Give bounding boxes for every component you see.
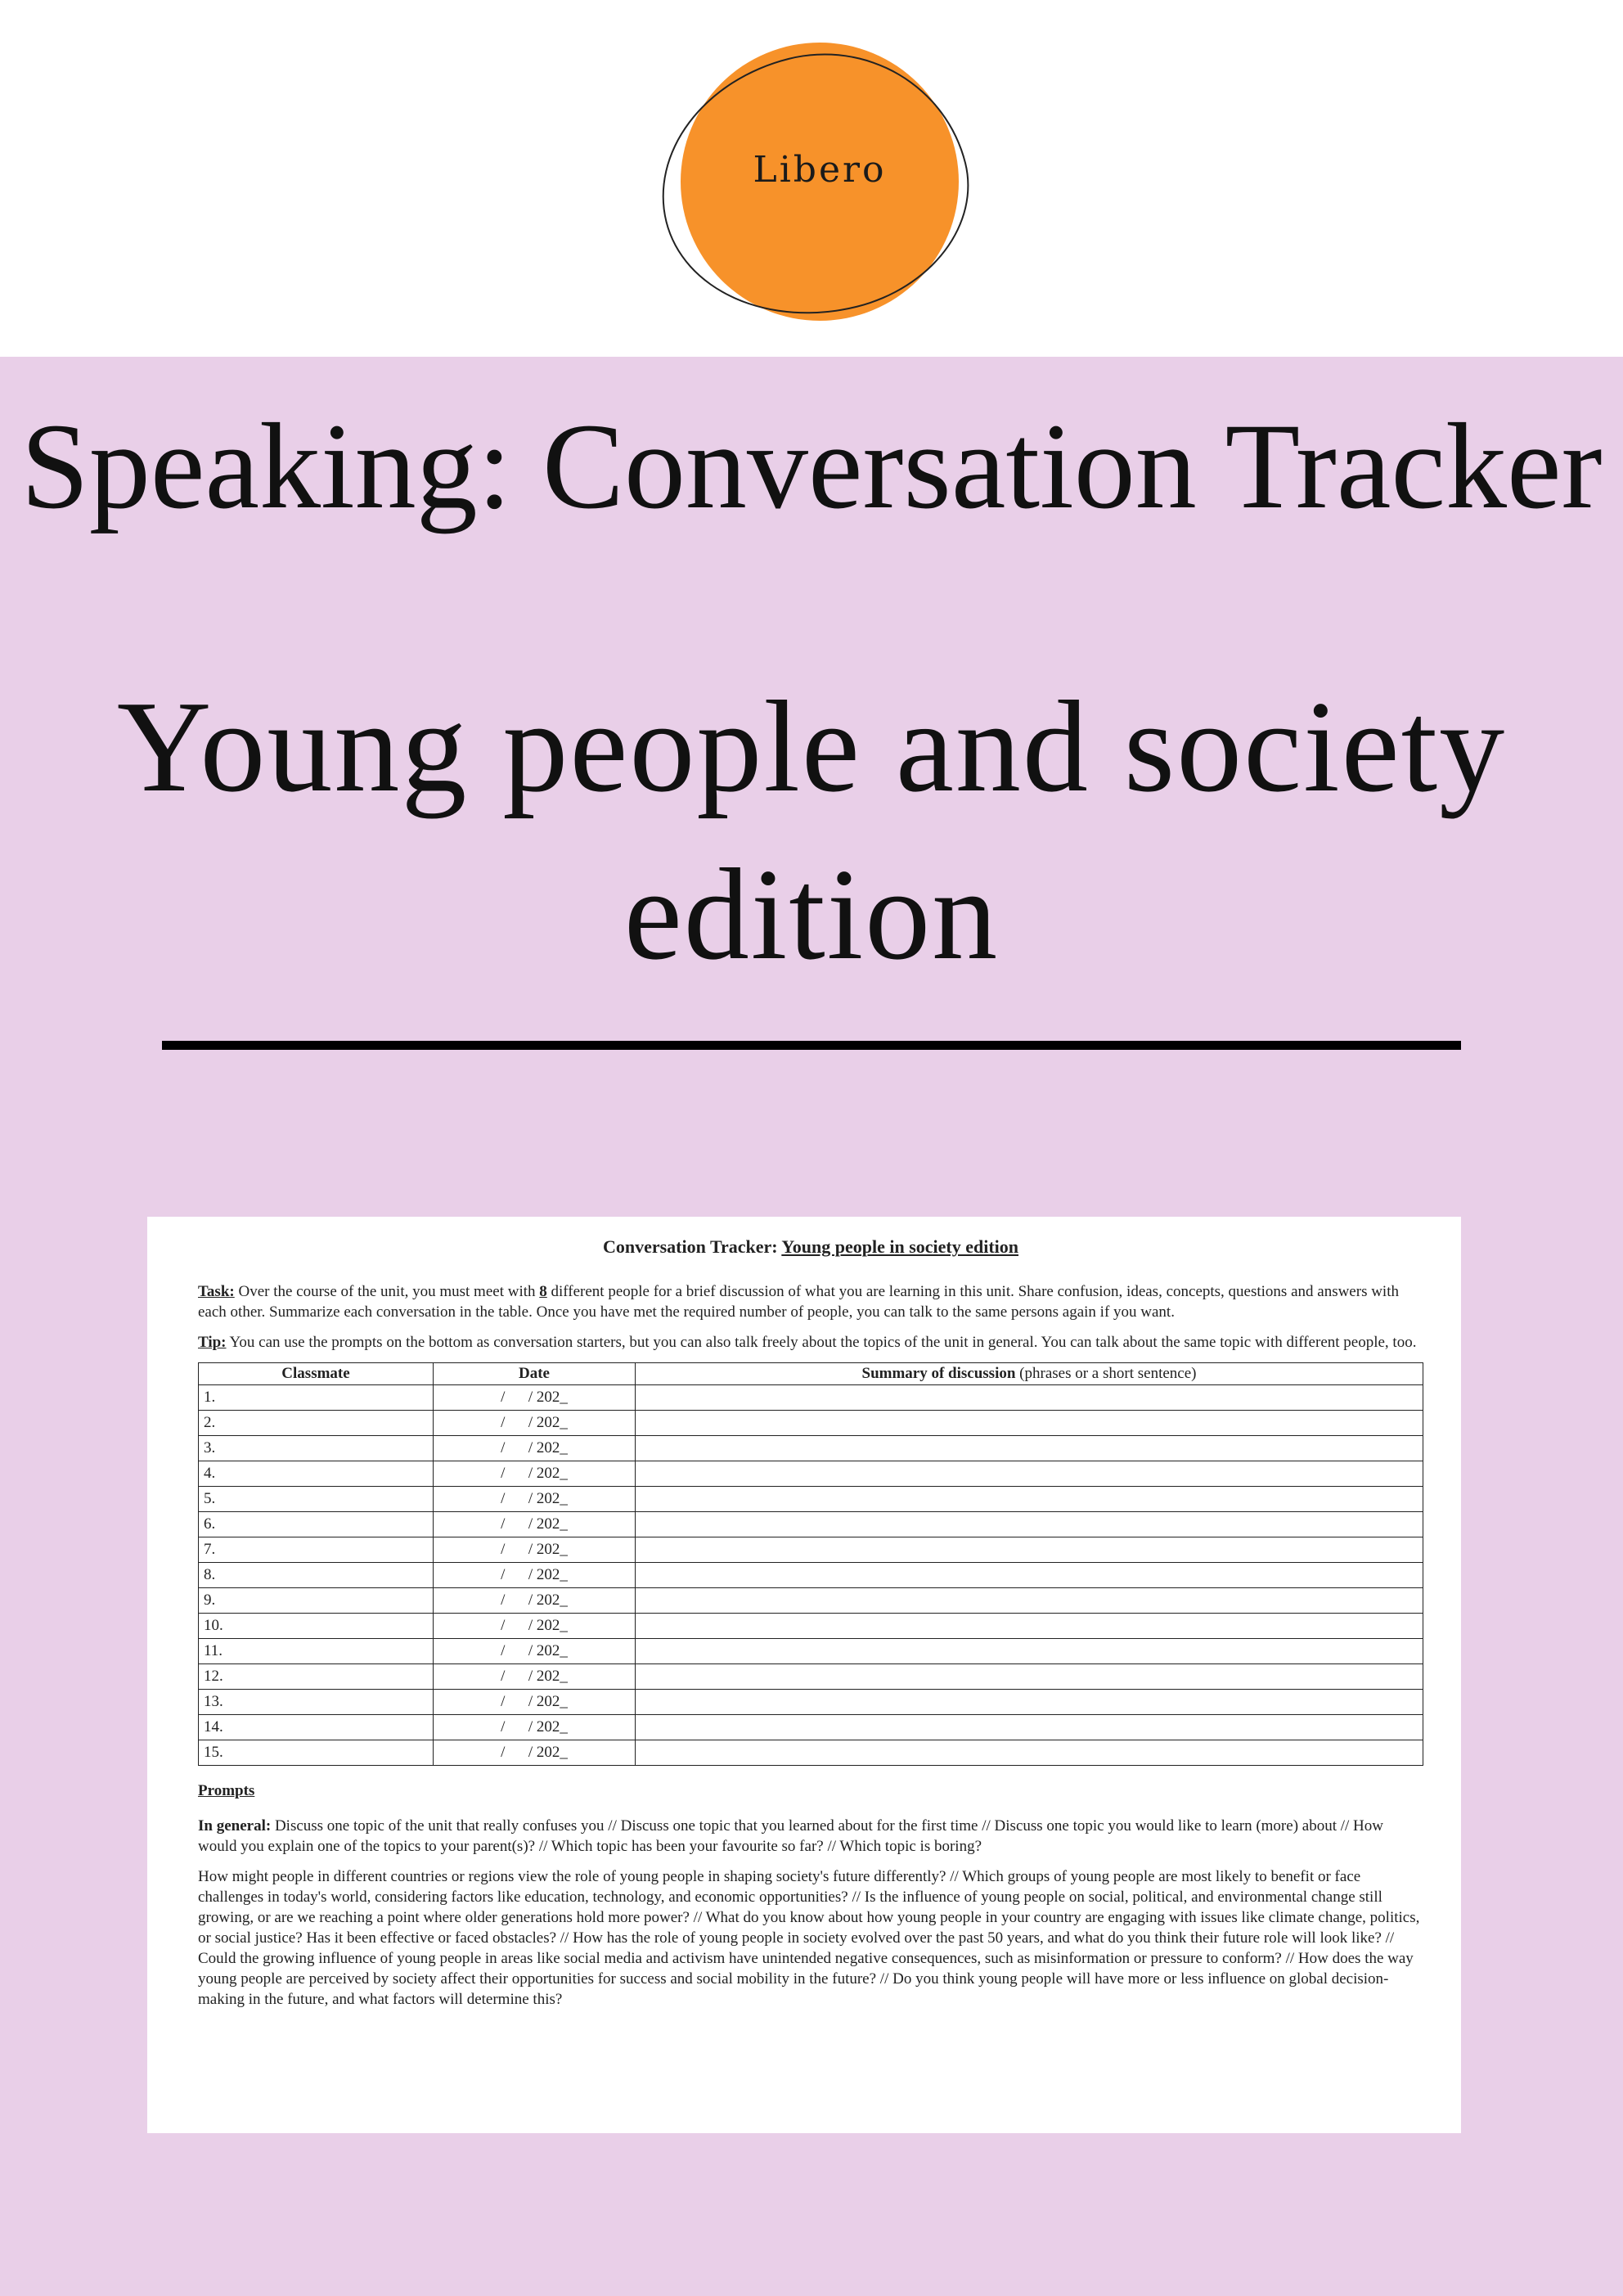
header-summary-note: (phrases or a short sentence) — [1015, 1365, 1197, 1382]
date-cell[interactable]: / / 202_ — [434, 1411, 636, 1436]
tip-label: Tip: — [198, 1334, 227, 1351]
table-row — [199, 1487, 1423, 1512]
header-classmate: Classmate — [199, 1363, 434, 1385]
summary-cell[interactable] — [636, 1411, 1423, 1436]
summary-cell[interactable] — [636, 1461, 1423, 1487]
summary-cell[interactable] — [636, 1740, 1423, 1766]
prompts-heading: Prompts — [198, 1782, 255, 1799]
topic-questions: How might people in different countries or regions view the role of young people in shaping society's future differently? // Which groups of young people are most likely to benefit or face challenges in today's world, considering factors like education, technology, and economic opportunities? // Is the influence of young people on social, political, and environmental change still growing, or are we reaching a point where older generations hold more power? // What do you know about how young people in your country are engaging with issues like climate change, politics, or social justice? Has it been effective or faced obstacles? // How has the role of young people in society evolved over the past 50 years, and what do you think their future role will look like? // Could the growing influence of young people in areas like social media and activism have unintended negative consequences, such as misinformation or pressure to conform? // How does the way young people are perceived by society affect their opportunities for success and social mobility in the future? // Do you think young people will have more or less influence on global decision-making in the future, and what factors will determine this? — [198, 1868, 1420, 2008]
page-subtitle: Young people and society edition — [116, 673, 1507, 987]
table-row — [199, 1563, 1423, 1588]
table-header-row — [199, 1363, 1423, 1385]
date-cell[interactable]: / / 202_ — [434, 1461, 636, 1487]
general-prompts — [198, 1816, 1423, 1857]
classmate-cell[interactable]: 6. — [199, 1512, 434, 1537]
summary-cell[interactable] — [636, 1639, 1423, 1664]
date-cell[interactable]: / / 202_ — [434, 1512, 636, 1537]
classmate-cell[interactable]: 3. — [199, 1436, 434, 1461]
date-cell[interactable]: / / 202_ — [434, 1487, 636, 1512]
summary-cell[interactable] — [636, 1487, 1423, 1512]
date-cell[interactable]: / / 202_ — [434, 1715, 636, 1740]
table-row — [199, 1614, 1423, 1639]
classmate-cell[interactable]: 13. — [199, 1690, 434, 1715]
table-row — [199, 1664, 1423, 1690]
worksheet-title — [198, 1236, 1423, 1257]
summary-cell[interactable] — [636, 1563, 1423, 1588]
date-cell[interactable]: / / 202_ — [434, 1385, 636, 1411]
date-cell[interactable]: / / 202_ — [434, 1563, 636, 1588]
date-cell[interactable]: / / 202_ — [434, 1740, 636, 1766]
divider — [162, 1041, 1461, 1050]
classmate-cell[interactable]: 2. — [199, 1411, 434, 1436]
summary-cell[interactable] — [636, 1664, 1423, 1690]
summary-cell[interactable] — [636, 1614, 1423, 1639]
classmate-cell[interactable]: 11. — [199, 1639, 434, 1664]
classmate-cell[interactable]: 8. — [199, 1563, 434, 1588]
summary-cell[interactable] — [636, 1715, 1423, 1740]
header-date: Date — [434, 1363, 636, 1385]
table-row — [199, 1512, 1423, 1537]
task-text-b: different people for a brief discussion of what you are learning in this unit. Share confusion, ideas, concepts, questions and answers with each other. Summarize each conversation in the table. Once you have met the required number of people, you can talk to the same persons again if you want. — [198, 1283, 1399, 1321]
date-cell[interactable]: / / 202_ — [434, 1436, 636, 1461]
date-cell[interactable]: / / 202_ — [434, 1588, 636, 1614]
page-title: Speaking: Conversation Tracker — [20, 398, 1603, 534]
table-row — [199, 1715, 1423, 1740]
tracker-body — [199, 1385, 1423, 1766]
task-paragraph — [198, 1281, 1423, 1322]
date-cell[interactable]: / / 202_ — [434, 1614, 636, 1639]
table-row — [199, 1436, 1423, 1461]
date-cell[interactable]: / / 202_ — [434, 1664, 636, 1690]
classmate-cell[interactable]: 5. — [199, 1487, 434, 1512]
summary-cell[interactable] — [636, 1690, 1423, 1715]
summary-cell[interactable] — [636, 1385, 1423, 1411]
task-number: 8 — [539, 1283, 547, 1300]
worksheet-preview — [147, 1217, 1461, 2133]
table-row — [199, 1537, 1423, 1563]
table-row — [199, 1639, 1423, 1664]
date-cell[interactable]: / / 202_ — [434, 1537, 636, 1563]
worksheet-title-prefix: Conversation Tracker: — [602, 1236, 778, 1257]
classmate-cell[interactable]: 1. — [199, 1385, 434, 1411]
general-text: Discuss one topic of the unit that really confuses you // Discuss one topic that you learned about for the first time // Discuss one topic you would like to learn (more) about // How would you explain one of the topics to your parent(s)? // Which topic has been your favourite so far? // Which topic is boring? — [198, 1817, 1383, 1855]
summary-cell[interactable] — [636, 1537, 1423, 1563]
date-cell[interactable]: / / 202_ — [434, 1690, 636, 1715]
date-cell[interactable]: / / 202_ — [434, 1639, 636, 1664]
table-row — [199, 1740, 1423, 1766]
classmate-cell[interactable]: 15. — [199, 1740, 434, 1766]
classmate-cell[interactable]: 9. — [199, 1588, 434, 1614]
logo-text: Libero — [753, 149, 887, 191]
task-text-a: Over the course of the unit, you must meet with — [234, 1283, 540, 1300]
summary-cell[interactable] — [636, 1512, 1423, 1537]
table-row — [199, 1411, 1423, 1436]
table-row — [199, 1461, 1423, 1487]
table-row — [199, 1690, 1423, 1715]
tip-paragraph — [198, 1332, 1423, 1353]
header-summary-bold: Summary of discussion — [861, 1365, 1016, 1382]
classmate-cell[interactable]: 4. — [199, 1461, 434, 1487]
tracker-table — [198, 1362, 1423, 1766]
table-row — [199, 1385, 1423, 1411]
header-summary — [636, 1363, 1423, 1385]
general-label: In general: — [198, 1817, 272, 1835]
classmate-cell[interactable]: 12. — [199, 1664, 434, 1690]
tip-text: You can use the prompts on the bottom as conversation starters, but you can also talk freely about the topics of the unit in general. You can talk about the same topic with different people, too. — [226, 1334, 1417, 1351]
worksheet-title-link: Young people in society edition — [781, 1236, 1019, 1257]
summary-cell[interactable] — [636, 1588, 1423, 1614]
classmate-cell[interactable]: 10. — [199, 1614, 434, 1639]
table-row — [199, 1588, 1423, 1614]
logo-area — [0, 0, 1623, 357]
summary-cell[interactable] — [636, 1436, 1423, 1461]
classmate-cell[interactable]: 14. — [199, 1715, 434, 1740]
classmate-cell[interactable]: 7. — [199, 1537, 434, 1563]
task-label: Task: — [198, 1283, 235, 1300]
